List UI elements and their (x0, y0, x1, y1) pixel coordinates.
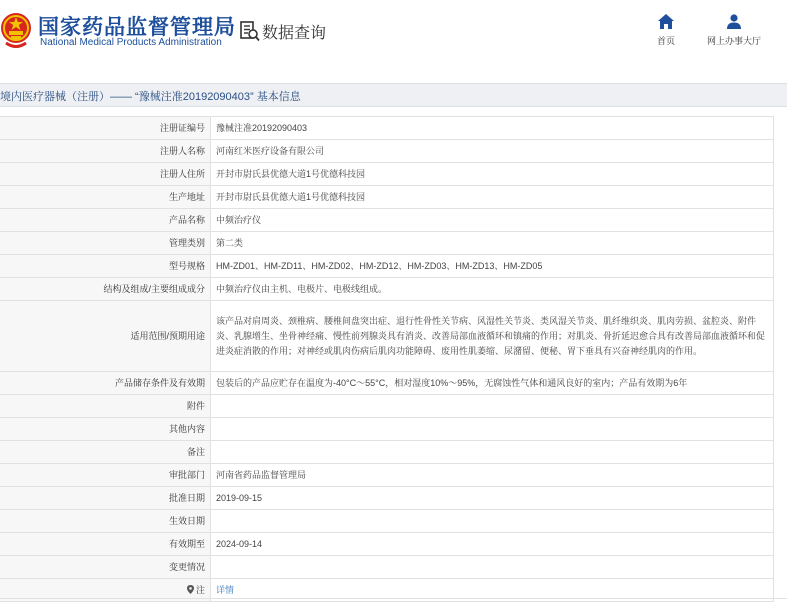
detail-table (0, 116, 774, 602)
row-value: 2019-09-15 (211, 487, 774, 510)
breadcrumb (0, 83, 787, 107)
row-label: 有效期至 (0, 533, 211, 556)
site-title-cn: 国家药品监督管理局 (38, 16, 236, 39)
table-row (0, 510, 774, 533)
table-row (0, 395, 774, 418)
nav-service-hall-label: 网上办事大厅 (706, 36, 761, 46)
divider (0, 598, 787, 599)
table-row (0, 163, 774, 186)
nav-service-hall-link[interactable] (698, 14, 770, 47)
row-label: 产品储存条件及有效期 (0, 372, 211, 395)
row-value (211, 510, 774, 533)
row-value: 河南红米医疗设备有限公司 (211, 140, 774, 163)
details-link[interactable]: 详情 (216, 584, 235, 595)
home-icon (658, 14, 674, 29)
row-label: 结构及组成/主要组成成分 (0, 278, 211, 301)
row-label: 适用范围/预期用途 (0, 301, 211, 372)
nav-home-link[interactable] (648, 14, 684, 47)
row-value: 豫械注准20192090403 (211, 117, 774, 140)
row-label: 注册证编号 (0, 117, 211, 140)
table-row (0, 140, 774, 163)
row-value (211, 395, 774, 418)
table-row (0, 117, 774, 140)
nav-home-label: 首页 (656, 36, 675, 46)
table-row (0, 372, 774, 395)
table-row (0, 278, 774, 301)
data-query-link[interactable] (240, 18, 326, 44)
row-value (211, 418, 774, 441)
national-emblem-icon (0, 10, 32, 50)
table-row (0, 556, 774, 579)
table-row (0, 418, 774, 441)
row-label: 型号规格 (0, 255, 211, 278)
row-label: 产品名称 (0, 209, 211, 232)
table-row (0, 533, 774, 556)
row-value: HM-ZD01、HM-ZD11、HM-ZD02、HM-ZD12、HM-ZD03、HM-ZD13、HM-ZD05 (211, 255, 774, 278)
row-value: 2024-09-14 (211, 533, 774, 556)
table-row (0, 301, 774, 372)
row-label: 备注 (0, 441, 211, 464)
row-value: 该产品对肩周炎、颈椎病、腰椎间盘突出症、退行性骨性关节病、风湿性关节炎、类风湿关节炎、肌纤维织炎、肌肉劳损、盆腔炎、附件炎、乳腺增生、坐骨神经痛、慢性前列腺炎具有消炎、改善局部血液循环和镇痛的作用；对肌炎、骨折延迟愈合具有改善局部血液循环和促进炎症消散的作用；对神经或肌肉伤病后肌肉功能障碍、废用性肌萎缩、尿潴留、便秘、胃下垂具有兴奋神经肌肉的作用。 (211, 301, 774, 372)
row-label: 生产地址 (0, 186, 211, 209)
row-value: 中频治疗仪 (211, 209, 774, 232)
row-value (211, 556, 774, 579)
row-label: 管理类别 (0, 232, 211, 255)
row-value: 开封市尉氏县优德大道1号优德科技园 (211, 186, 774, 209)
row-label: 注册人住所 (0, 163, 211, 186)
table-row (0, 186, 774, 209)
breadcrumb-text: 境内医疗器械（注册）—— “豫械注准20192090403” 基本信息 (0, 91, 301, 103)
table-row (0, 209, 774, 232)
table-row (0, 441, 774, 464)
row-label: 生效日期 (0, 510, 211, 533)
row-value: 开封市尉氏县优德大道1号优德科技园 (211, 163, 774, 186)
row-label: 注 (195, 584, 205, 595)
row-label: 批准日期 (0, 487, 211, 510)
table-row (0, 487, 774, 510)
row-value: 河南省药品监督管理局 (211, 464, 774, 487)
person-icon (727, 14, 741, 29)
row-value: 包装后的产品应贮存在温度为-40°C～55°C，相对湿度10%～95%，无腐蚀性气体和通风良好的室内；产品有效期为6年 (211, 372, 774, 395)
table-row (0, 464, 774, 487)
location-pin-icon (187, 585, 194, 594)
row-label: 附件 (0, 395, 211, 418)
row-label: 其他内容 (0, 418, 211, 441)
site-title-en: National Medical Products Administration (40, 37, 222, 48)
row-label: 注册人名称 (0, 140, 211, 163)
table-row (0, 255, 774, 278)
data-query-label: 数据查询 (262, 24, 327, 42)
row-value: 中频治疗仪由主机、电极片、电极线组成。 (211, 278, 774, 301)
site-header (0, 0, 787, 64)
row-label: 审批部门 (0, 464, 211, 487)
row-value (211, 441, 774, 464)
database-search-icon (240, 20, 260, 42)
row-value: 第二类 (211, 232, 774, 255)
row-label: 变更情况 (0, 556, 211, 579)
table-row (0, 232, 774, 255)
